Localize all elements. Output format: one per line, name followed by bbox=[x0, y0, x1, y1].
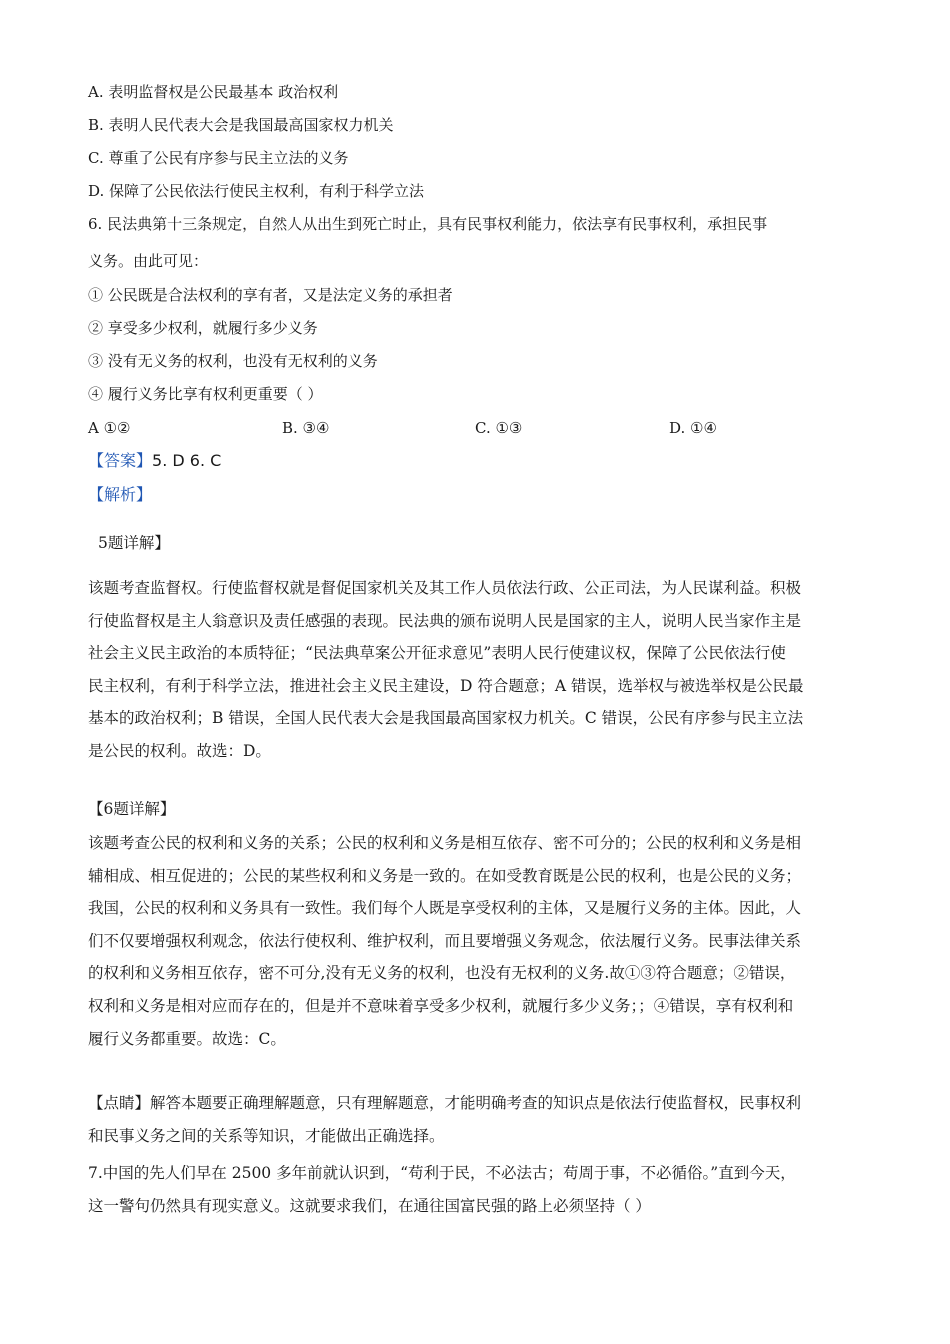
q5-option-c: C. 尊重了公民有序参与民主立法的义务 bbox=[88, 149, 349, 167]
q6-item-4: ④ 履行义务比享有权利更重要（ ） bbox=[88, 385, 323, 403]
detail5-line: 行使监督权是主人翁意识及责任感强的表现。民法典的颁布说明人民是国家的主人，说明人民当家作主是 bbox=[88, 611, 802, 630]
q6-item-2: ② 享受多少权利，就履行多少义务 bbox=[88, 319, 318, 337]
answer-label: 【答案】 bbox=[88, 451, 153, 470]
detail6-line: 履行义务都重要。故选：C。 bbox=[88, 1029, 286, 1048]
answer-text: 5. D 6. C bbox=[152, 451, 222, 470]
q6-option-a: A ①② bbox=[88, 419, 131, 437]
detail5-line: 社会主义民主政治的本质特征；“民法典草案公开征求意见”表明人民行使建议权，保障了公民依法行使 bbox=[88, 644, 786, 663]
detail6-paragraph bbox=[88, 827, 868, 1055]
q7-line: 这一警句仍然具有现实意义。这就要求我们，在通往国富民强的路上必须坚持（ ） bbox=[88, 1196, 651, 1215]
detail5-paragraph bbox=[88, 572, 868, 768]
detail6-line: 权利和义务是相对应而存在的，但是并不意味着享受多少权利，就履行多少义务；；④错误，享有权利和 bbox=[88, 996, 794, 1015]
q5-option-d: D. 保障了公民依法行使民主权利，有利于科学立法 bbox=[88, 182, 425, 200]
q6-item-3: ③ 没有无义务的权利，也没有无权利的义务 bbox=[88, 352, 378, 370]
q7-line: 7.中国的先人们早在 2500 多年前就认识到，“苟利于民，不必法古；苟周于事，不必循俗。”直到今天， bbox=[88, 1164, 796, 1182]
detail6-line: 的权利和义务相互依存，密不可分,没有无义务的权利，也没有无权利的义务.故①③符合题意；②错误， bbox=[88, 964, 796, 983]
detail5-line: 是公民的权利。故选：D。 bbox=[88, 741, 271, 760]
answer-line bbox=[88, 451, 221, 471]
q5-option-a: A. 表明监督权是公民最基本 政治权利 bbox=[88, 83, 339, 101]
q7-paragraph bbox=[88, 1157, 868, 1222]
q6-stem-line2: 义务。由此可见： bbox=[88, 252, 209, 270]
detail5-line: 民主权利，有利于科学立法，推进社会主义民主建设，D 符合题意；A 错误，选举权与被选举权是公民最 bbox=[88, 676, 804, 695]
detail6-line: 我国，公民的权利和义务具有一致性。我们每个人既是享受权利的主体，又是履行义务的主体。因此，人 bbox=[88, 899, 802, 918]
detail5-line: 基本的政治权利；B 错误，全国人民代表大会是我国最高国家权力机关。C 错误，公民有序参与民主立法 bbox=[88, 709, 804, 728]
q6-stem-line1: 6. 民法典第十三条规定，自然人从出生到死亡时止，具有民事权利能力，依法享有民事权利，承担民事 bbox=[88, 215, 768, 233]
detail6-line: 该题考查公民的权利和义务的关系；公民的权利和义务是相互依存、密不可分的；公民的权利和义务是相 bbox=[88, 834, 802, 852]
q5-option-b: B. 表明人民代表大会是我国最高国家权力机关 bbox=[88, 116, 394, 134]
detail5-heading: 5题详解】 bbox=[98, 534, 170, 552]
q6-item-1: ① 公民既是合法权利的享有者，又是法定义务的承担者 bbox=[88, 286, 453, 304]
q6-option-b: B. ③④ bbox=[282, 419, 330, 437]
analysis-label: 【解析】 bbox=[88, 485, 153, 504]
detail6-line: 们不仅要增强权利观念，依法行使权利、维护权利，而且要增强义务观念，依法履行义务。民事法律关系 bbox=[88, 931, 802, 950]
q6-option-d: D. ①④ bbox=[669, 419, 717, 437]
detail6-line: 辅相成、相互促进的；公民的某些权利和义务是一致的。在如受教育既是公民的权利，也是公民的义务； bbox=[88, 866, 802, 885]
detail5-line: 该题考查监督权。行使监督权就是督促国家机关及其工作人员依法行政、公正司法，为人民谋利益。积极 bbox=[88, 579, 802, 597]
q6-option-c: C. ①③ bbox=[475, 419, 523, 437]
detail6-heading: 【6题详解】 bbox=[88, 800, 176, 818]
dianjing-line: 和民事义务之间的关系等知识，才能做出正确选择。 bbox=[88, 1126, 445, 1145]
dianjing-line: 【点睛】解答本题要正确理解题意，只有理解题意，才能明确考查的知识点是依法行使监督权，民事权利 bbox=[88, 1094, 802, 1112]
dianjing-paragraph bbox=[88, 1087, 868, 1152]
